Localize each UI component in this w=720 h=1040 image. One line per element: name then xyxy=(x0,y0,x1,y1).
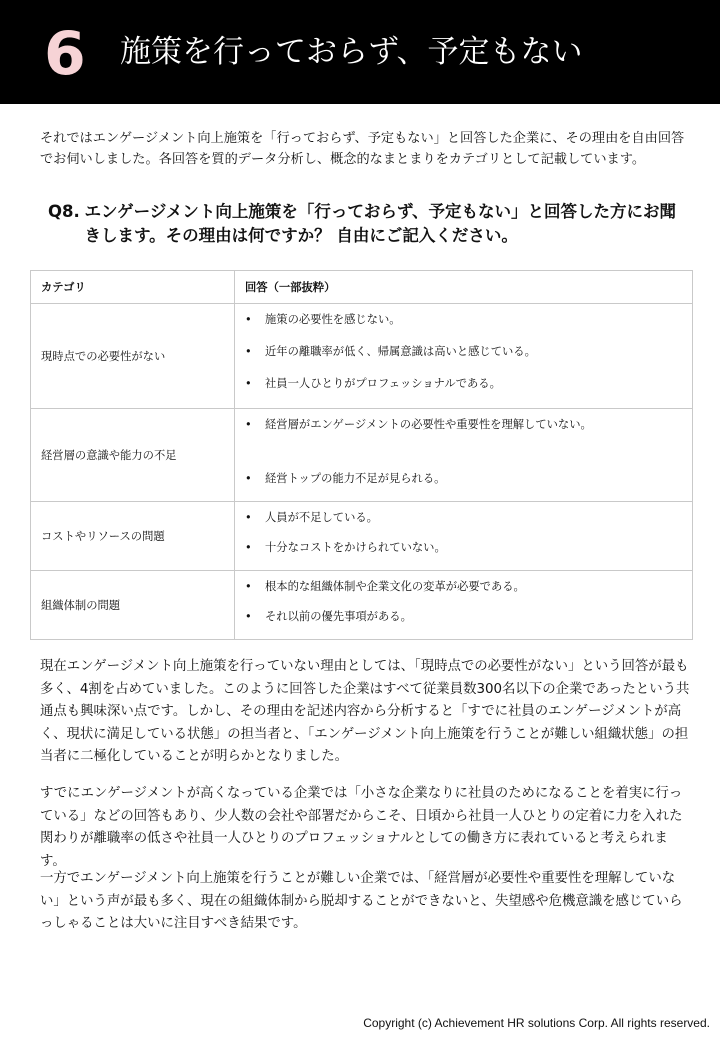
page-header xyxy=(0,0,720,104)
intro-text: それではエンゲージメント向上施策を「行っておらず、予定もない」と回答した企業に、その理由を自由回答でお伺いしました。各回答を質的データ分析し、概念的なまとまりをカテゴリとして記載しています。 xyxy=(40,131,685,167)
answer-list xyxy=(235,409,692,501)
answer-item: • 経営トップの能力不足が見られる。 xyxy=(245,457,692,497)
answer-list xyxy=(235,571,692,639)
answer-item: • 根本的な組織体制や企業文化の変革が必要である。 xyxy=(245,575,692,605)
answer-item: • 人員が不足している。 xyxy=(245,506,692,536)
category-cell: 現時点での必要性がない xyxy=(31,304,235,409)
analysis-paragraph-3: 一方でエンゲージメント向上施策を行うことが難しい企業では、「経営層が必要性や重要性を理解していない」という声が最も多く、現在の組織体制から脱却することができないと、失望感や危機意識を感じていらっしゃることは大いに注目すべき結果です。 xyxy=(40,871,683,931)
analysis-paragraph-2: すでにエンゲージメントが高くなっている企業では「小さな企業なりに社員のためになることを着実に行っている」などの回答もあり、少人数の会社や部署だからこそ、日頃から社員一人ひとりの定着に力を入れた関わりが離職率の低さや社員一人ひとりのプロフェッショナルとしての働き方に表れていると考えられます。 xyxy=(40,786,683,869)
answer-item: • それ以前の優先事項がある。 xyxy=(245,605,692,635)
category-cell: 組織体制の問題 xyxy=(31,571,235,640)
copyright-notice: Copyright (c) Achievement HR solutions Corp. All rights reserved. xyxy=(363,1016,710,1030)
table-row xyxy=(31,502,693,571)
answer-item: • 施策の必要性を感じない。 xyxy=(245,308,692,340)
header-answers: 回答（一部抜粋） xyxy=(235,271,693,304)
category-cell: コストやリソースの問題 xyxy=(31,502,235,571)
results-table xyxy=(30,270,693,640)
category-cell: 経営層の意識や能力の不足 xyxy=(31,409,235,502)
question-heading xyxy=(48,200,688,248)
answers-cell xyxy=(235,502,693,571)
table-header-row xyxy=(31,271,693,304)
question-number: Q8. xyxy=(48,202,80,221)
answer-item: • 近年の離職率が低く、帰属意識は高いと感じている。 xyxy=(245,340,692,372)
answer-item: • 社員一人ひとりがプロフェッショナルである。 xyxy=(245,372,692,404)
answer-list xyxy=(235,502,692,570)
answer-item: • 経営層がエンゲージメントの必要性や重要性を理解していない。 xyxy=(245,413,692,457)
answers-cell xyxy=(235,409,693,502)
section-number: 6 xyxy=(44,19,86,89)
table-row xyxy=(31,409,693,502)
table-row xyxy=(31,304,693,409)
header-category: カテゴリ xyxy=(31,271,235,304)
answer-item: • 十分なコストをかけられていない。 xyxy=(245,536,692,566)
question-text: エンゲージメント向上施策を「行っておらず、予定もない」と回答した方にお聞きします。その理由は何ですか？ 自由にご記入ください。 xyxy=(84,202,677,245)
answers-cell xyxy=(235,304,693,409)
table-row xyxy=(31,571,693,640)
answer-list xyxy=(235,304,692,408)
page-title: 施策を行っておらず、予定もない xyxy=(120,34,583,70)
analysis-paragraph-1: 現在エンゲージメント向上施策を行っていない理由としては、「現時点での必要性がない」という回答が最も多く、4割を占めていました。このように回答した企業はすべて従業員数300名以下の企業であったという共通点も興味深い点です。しかし、その理由を記述内容から分析すると「すでに社員のエンゲージメントが高く、現状に満足している状態」の担当者と、「エンゲージメント向上施策を行うことが難しい組織状態」の担当者に二極化していることが明らかとなりました。 xyxy=(40,659,690,764)
answers-cell xyxy=(235,571,693,640)
